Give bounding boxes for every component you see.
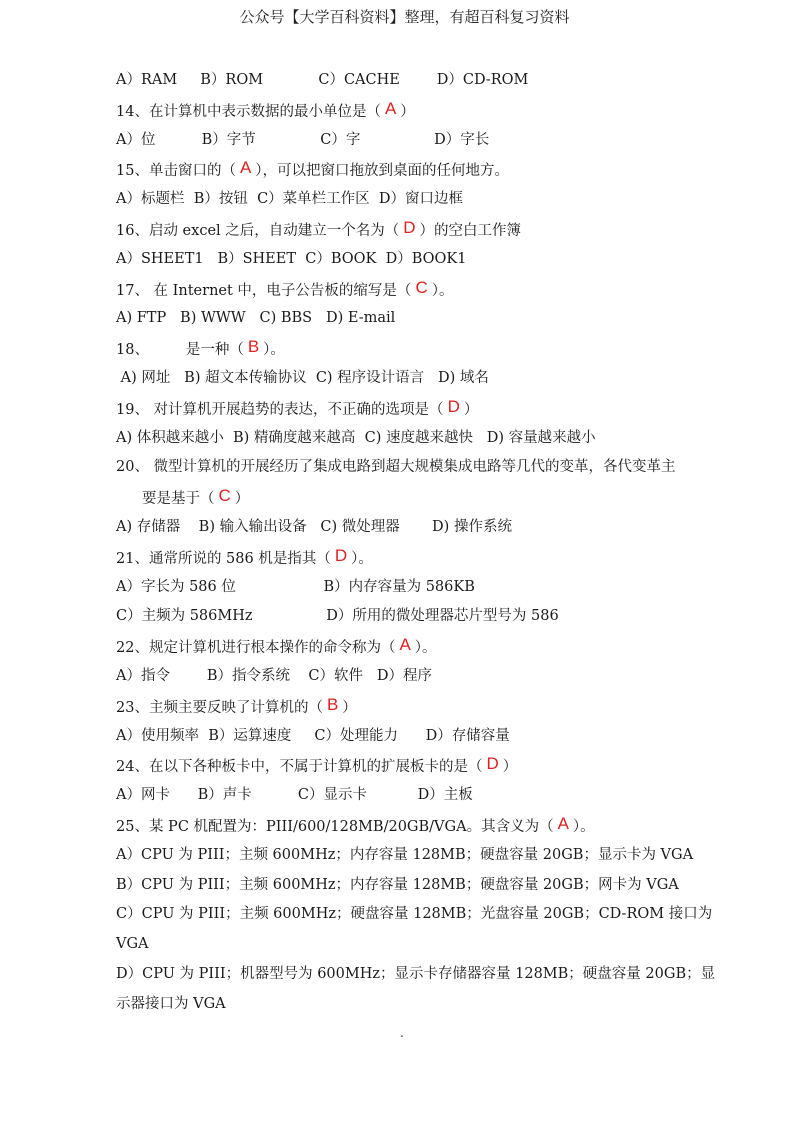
text-line: A) 体积越来越小 B) 精确度越来越高 C) 速度越来越快 D) 容量越来越小 [116,429,596,446]
answer-mark: C [415,277,428,297]
question-line [116,96,706,126]
question-line [116,275,706,305]
text-line: A）字长为 586 位 B）内存容量为 586KB [116,578,475,595]
question-text: 要是基于（ [142,491,215,508]
question-text-end: ）。 [572,818,595,835]
question-text: 25、某 PC 机配置为：PIII/600/128MB/20GB/VGA。其含义为（ [116,818,554,835]
page-header: 公众号【大学百科资料】整理，有超百科复习资料 [239,8,570,26]
text-line: B）CPU 为 PIII；主频 600MHz；内存容量 128MB；硬盘容量 20GB；网卡为 VGA [116,876,679,893]
answer-mark: B [326,694,339,714]
question-list [116,66,716,1020]
text-line: 20、 微型计算机的开展经历了集成电路到超大规模集成电路等几代的变革，各代变革主 [116,459,676,476]
text-line: A）指令 B）指令系统 C）软件 D）程序 [116,667,432,684]
text-line: 示器接口为 VGA [116,995,226,1012]
question-text: 19、 对计算机开展趋势的表达，不正确的选项是（ [116,401,444,418]
text-line: A）位 B）字节 C）字 D）字长 [116,131,490,148]
text-line: A）标题栏 B）按钮 C）菜单栏工作区 D）窗口边框 [116,191,463,208]
text-line: D）CPU 为 PIII；机器型号为 600MHz；显示卡存储器容量 128MB；硬盘容量 20GB；显 [116,965,716,982]
question-text: 16、启动 excel 之后，自动建立一个名为（ [116,222,400,239]
question-line [116,483,706,513]
question-text-end: ）。 [414,640,437,657]
question-text: 15、单击窗口的（ [116,163,236,180]
question-line [116,632,706,662]
question-text: 22、规定计算机进行根本操作的命令称为（ [116,640,396,657]
text-line: C）主频为 586MHz D）所用的微处理器芯片型号为 586 [116,608,559,625]
question-text-end: ） [502,759,518,776]
text-line: A) 网址 B) 超文本传输协议 C) 程序设计语言 D) 域名 [116,369,489,386]
question-text-end: ） [342,699,357,716]
text-line: A）SHEET1 B）SHEET C）BOOK D）BOOK1 [116,250,467,267]
question-line [116,334,706,364]
text-line: A）CPU 为 PIII；主频 600MHz；内存容量 128MB；硬盘容量 20GB；显示卡为 VGA [116,846,694,863]
question-line [116,543,706,573]
text-line: A）使用频率 B）运算速度 C）处理能力 D）存储容量 [116,727,510,744]
answer-mark: A [239,158,252,178]
question-text-end: ），可以把窗口拖放到桌面的任何地方。 [255,163,510,180]
answer-mark: A [557,813,569,833]
question-text: 17、 在 Internet 中，电子公告板的缩写是（ [116,282,412,299]
question-text-end: ）。 [263,342,285,359]
text-line: A）网卡 B）声卡 C）显示卡 D）主板 [116,787,473,804]
answer-mark: A [399,635,411,655]
question-text-end: ） [463,401,479,418]
answer-mark: D [486,754,499,774]
question-text: 14、在计算机中表示数据的最小单位是（ [116,103,381,120]
question-text: 18、 是一种（ [116,342,244,359]
question-line [116,811,706,841]
question-line [116,751,706,781]
answer-mark: C [218,486,231,506]
answer-mark: A [384,98,397,118]
question-text-end: ） [234,491,250,508]
question-line [116,215,706,245]
question-text: 21、通常所说的 586 机是指其（ [116,550,331,567]
text-line: C）CPU 为 PIII；主频 600MHz；硬盘容量 128MB；光盘容量 20GB；CD-ROM 接口为 [116,906,713,923]
question-text-end: ）的空白工作簿 [419,222,522,239]
question-text-end: ） [400,103,415,120]
answer-mark: D [447,396,460,416]
answer-mark: D [403,217,416,237]
text-line: A) 存储器 B) 输入输出设备 C) 微处理器 D) 操作系统 [116,518,512,535]
question-text: 24、在以下各种板卡中，不属于计算机的扩展板卡的是（ [116,759,483,776]
question-line [116,394,706,424]
question-text: 23、主频主要反映了计算机的（ [116,699,323,716]
footer-dot: . [400,1026,404,1040]
question-line [116,155,706,185]
text-line: A) FTP B) WWW C) BBS D) E-mail [116,310,396,327]
answer-mark: B [247,337,260,357]
text-line: VGA [116,936,149,953]
answer-mark: D [334,545,348,565]
question-text-end: ）。 [431,282,454,299]
question-line [116,692,706,722]
text-line: A）RAM B）ROM C）CACHE D）CD-ROM [116,72,529,88]
question-text-end: ）。 [351,550,373,567]
